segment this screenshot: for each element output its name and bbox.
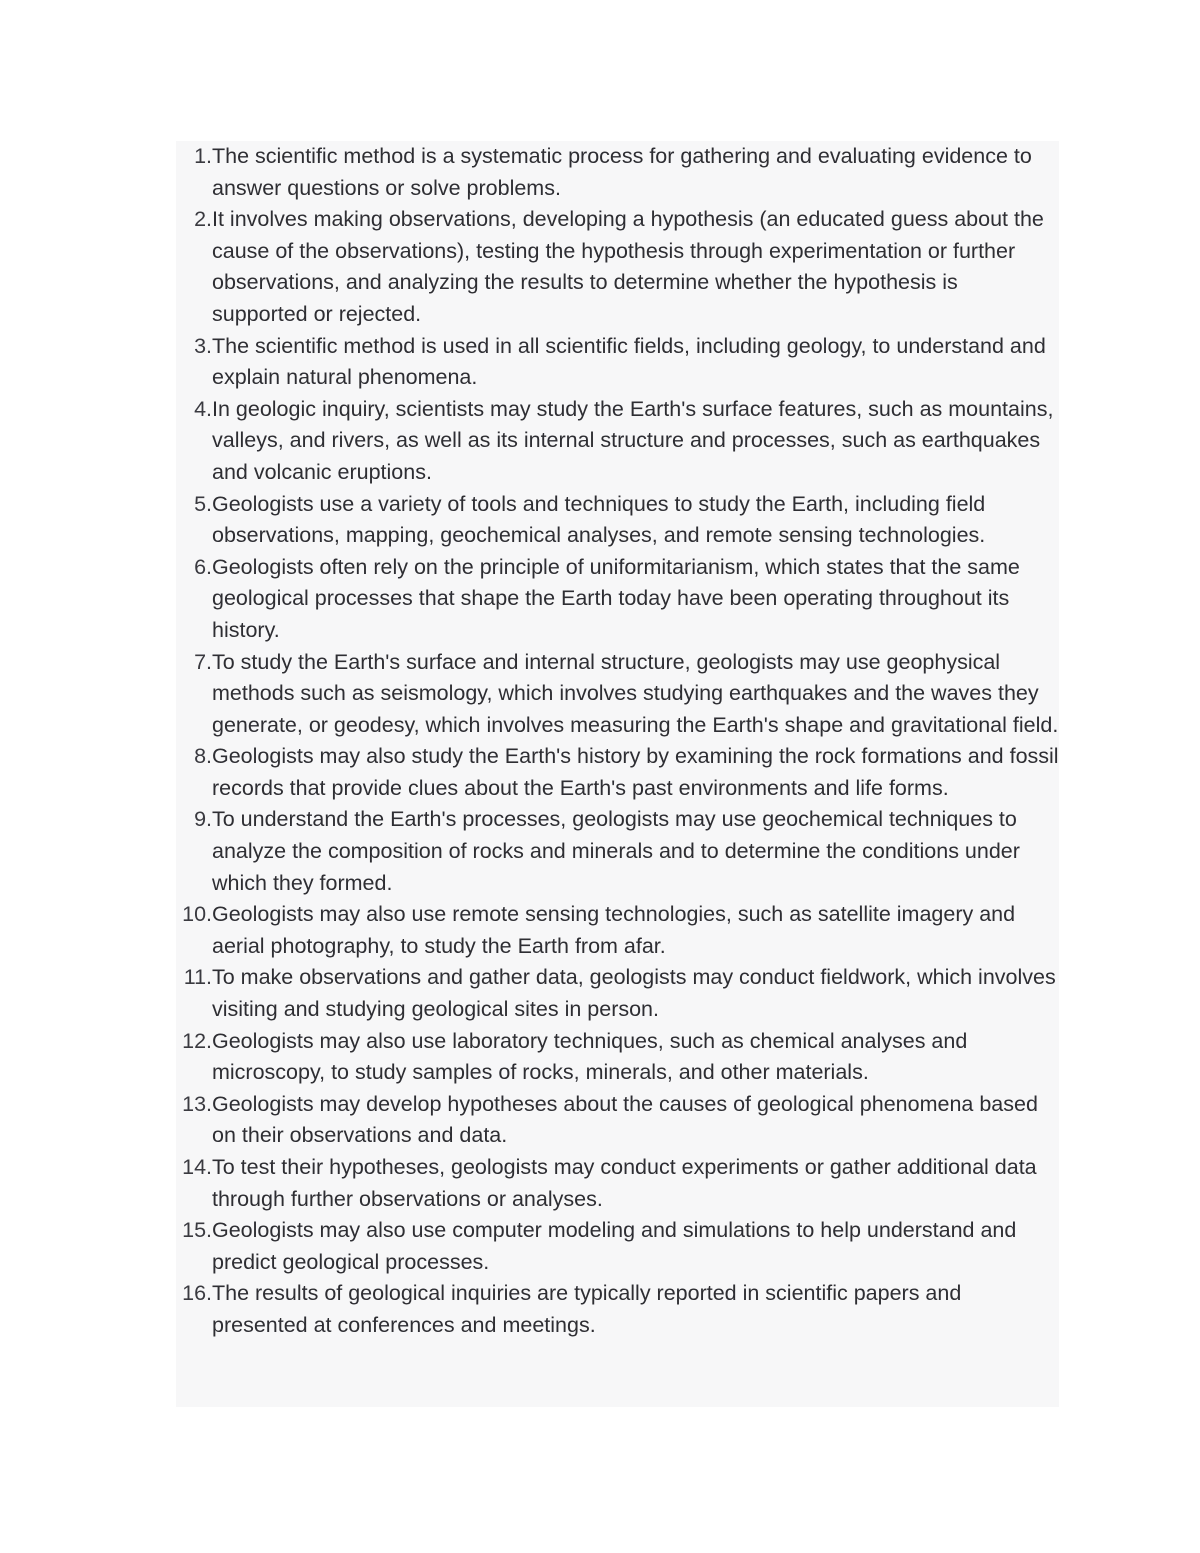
list-item-number: 2. (194, 207, 212, 232)
list-item-text: Geologists may develop hypotheses about the causes of geological phenomena based on their observations and data. (212, 1091, 1038, 1148)
list-item-number: 5. (194, 491, 212, 516)
list-item-number: 11. (183, 965, 212, 990)
list-item (176, 647, 1059, 742)
list-item-number: 3. (194, 333, 212, 358)
list-item-number: 16. (182, 1281, 212, 1306)
list-item-number: 4. (194, 396, 212, 421)
list-item-text: Geologists often rely on the principle of uniformitarianism, which states that the same geological processes that shape the Earth today have been operating throughout its history. (212, 554, 1020, 642)
list-item (176, 1215, 1059, 1278)
list-item-number: 6. (194, 554, 212, 579)
list-item-number: 8. (194, 744, 212, 769)
list-item-number: 7. (194, 649, 212, 674)
list-item (176, 962, 1059, 1025)
list-item (176, 1152, 1059, 1215)
list-item-number: 13. (182, 1091, 212, 1116)
list-item-number: 12. (182, 1028, 212, 1053)
list-item (176, 489, 1059, 552)
list-item-text: To study the Earth's surface and internal structure, geologists may use geophysical methods such as seismology, which involves studying earthquakes and the waves they generate, or geodesy, which involves measuring the Earth's shape and gravitational field. (212, 649, 1059, 737)
list-item (176, 141, 1059, 204)
list-item-text: Geologists use a variety of tools and techniques to study the Earth, including field observations, mapping, geochemical analyses, and remote sensing technologies. (212, 491, 986, 548)
list-item-text: The results of geological inquiries are typically reported in scientific papers and presented at conferences and meetings. (212, 1281, 962, 1337)
list-item (176, 552, 1059, 647)
numbered-list-block (176, 141, 1059, 1407)
list-item-number: 10. (182, 902, 212, 927)
list-item-text: Geologists may also use computer modeling and simulations to help understand and predict geological processes. (212, 1218, 1017, 1274)
list-item (176, 741, 1059, 804)
list-item-number: 15. (182, 1218, 212, 1243)
list-item-text: The scientific method is a systematic process for gathering and evaluating evidence to answer questions or solve problems. (212, 144, 1032, 200)
list-item (176, 1278, 1059, 1341)
list-item (176, 1026, 1059, 1089)
list-item-text: In geologic inquiry, scientists may study the Earth's surface features, such as mountains, valleys, and rivers, as well as its internal structure and processes, such as earthquakes and volcanic eruptions. (212, 396, 1054, 484)
list-item-text: Geologists may also study the Earth's history by examining the rock formations and fossil records that provide clues about the Earth's past environments and life forms. (212, 744, 1059, 800)
list-item-text: It involves making observations, developing a hypothesis (an educated guess about the cause of the observations), testing the hypothesis through experimentation or further observations, and analyzing the results to determine whether the hypothesis is supported or rejected. (212, 207, 1044, 326)
list-item-text: To test their hypotheses, geologists may conduct experiments or gather additional data through further observations or analyses. (212, 1155, 1037, 1211)
numbered-list (176, 141, 1059, 1342)
list-item (176, 331, 1059, 394)
list-item-text: To understand the Earth's processes, geologists may use geochemical techniques to analyze the composition of rocks and minerals and to determine the conditions under which they formed. (212, 807, 1020, 895)
list-item (176, 204, 1059, 330)
list-item-text: Geologists may also use laboratory techniques, such as chemical analyses and microscopy, to study samples of rocks, minerals, and other materials. (212, 1028, 968, 1085)
list-item-text: Geologists may also use remote sensing technologies, such as satellite imagery and aerial photography, to study the Earth from afar. (212, 902, 1016, 958)
list-item (176, 899, 1059, 962)
list-item-number: 1. (194, 144, 212, 168)
list-item-text: The scientific method is used in all scientific fields, including geology, to understand and explain natural phenomena. (212, 333, 1046, 390)
list-item-number: 14. (182, 1155, 212, 1179)
list-item (176, 394, 1059, 489)
list-item-number: 9. (194, 807, 212, 832)
list-item-text: To make observations and gather data, geologists may conduct fieldwork, which involves visiting and studying geological sites in person. (212, 965, 1056, 1022)
list-item (176, 804, 1059, 899)
list-item (176, 1089, 1059, 1152)
